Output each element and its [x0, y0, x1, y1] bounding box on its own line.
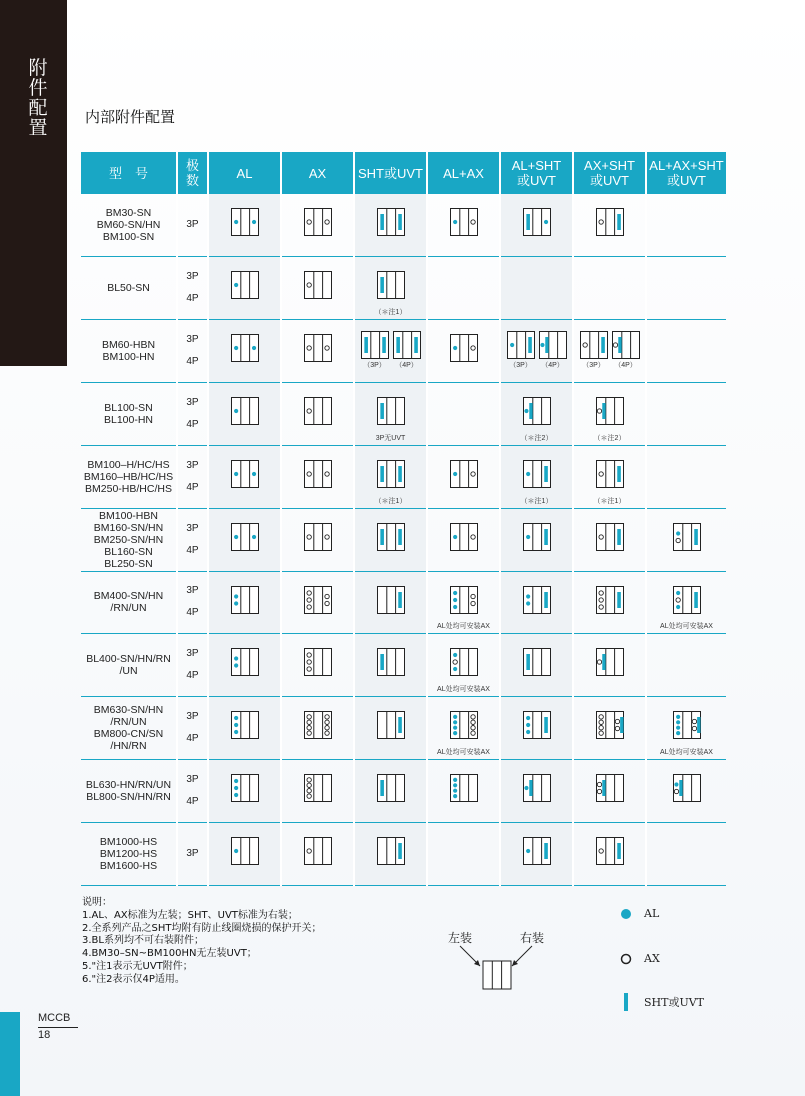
breaker-symbol	[231, 397, 259, 425]
pole-sublabel: （4P）	[541, 362, 564, 369]
table-row	[81, 696, 726, 759]
breaker-symbol	[304, 334, 332, 362]
accessory-cell	[500, 822, 573, 885]
model-cell: BL400-SN/HN/RN /UN	[81, 633, 177, 696]
pole-sublabel: （4P）	[614, 362, 637, 369]
cell-note: AL处均可安装AX	[437, 748, 490, 756]
accessory-cell	[573, 445, 646, 508]
left-mount-label: 左装	[448, 931, 473, 945]
breaker-symbol	[231, 271, 259, 299]
breaker-symbol	[580, 331, 608, 359]
accessory-cell	[208, 571, 281, 633]
breaker-symbol	[304, 460, 332, 488]
accessory-cell	[354, 571, 427, 633]
accessory-cell	[281, 445, 354, 508]
note-line: 4.BM30–SN~BM100HN无左装UVT；	[82, 948, 257, 960]
accessory-cell	[281, 382, 354, 445]
note-line: 2.全系列产品之SHT均附有防止线圈烧损的保护开关；	[82, 922, 322, 934]
breaker-symbol	[523, 774, 551, 802]
accessory-cell	[427, 445, 500, 508]
cell-note: AL处均可安装AX	[660, 748, 713, 756]
cell-note: （＊注2）	[520, 434, 553, 442]
model-cell: BM30-SN BM60-SN/HN BM100-SN	[81, 194, 177, 256]
model-cell: BM100–H/HC/HS BM160–HB/HC/HS BM250-HB/HC/HS	[81, 445, 177, 508]
right-mount-label: 右装	[520, 931, 545, 945]
breaker-symbol	[673, 586, 701, 614]
breaker-symbol	[450, 460, 478, 488]
breaker-symbol	[231, 523, 259, 551]
breaker-symbol	[450, 208, 478, 236]
cell-note: （＊注1）	[593, 497, 626, 505]
breaker-symbol	[377, 774, 405, 802]
model-cell: BL50-SN	[81, 256, 177, 319]
accessory-cell	[500, 696, 573, 759]
breaker-symbol	[304, 648, 332, 676]
accessory-cell	[208, 256, 281, 319]
breaker-symbol	[450, 334, 478, 362]
poles-cell: 3P 4P	[177, 759, 208, 822]
model-cell: BL630-HN/RN/UN BL800-SN/HN/RN	[81, 759, 177, 822]
breaker-symbol	[304, 837, 332, 865]
breaker-symbol	[304, 586, 332, 614]
column-header: 极 数	[177, 152, 208, 194]
accessory-table	[81, 152, 726, 886]
breaker-symbol	[673, 523, 701, 551]
pole-sublabel: （3P）	[582, 362, 605, 369]
accessory-cell	[573, 256, 646, 319]
breaker-symbol	[377, 711, 405, 739]
breaker-symbol	[231, 460, 259, 488]
table-body	[81, 194, 726, 885]
accessory-cell	[354, 319, 427, 382]
breaker-symbol	[377, 397, 405, 425]
accessory-cell	[427, 696, 500, 759]
breaker-symbol	[304, 774, 332, 802]
cell-note: 3P无UVT	[375, 434, 406, 442]
breaker-symbol	[596, 711, 624, 739]
accessory-cell	[646, 822, 726, 885]
model-cell: BM400-SN/HN /RN/UN	[81, 571, 177, 633]
breaker-symbol	[231, 648, 259, 676]
breaker-symbol	[393, 331, 421, 359]
column-header: 型 号	[81, 152, 177, 194]
note-line: 1.AL、AX标准为左装；SHT、UVT标准为右装；	[82, 909, 298, 921]
legend	[620, 905, 750, 1015]
breaker-symbol	[377, 837, 405, 865]
cell-note: （＊注2）	[593, 434, 626, 442]
accessory-cell	[208, 319, 281, 382]
breaker-symbol	[596, 837, 624, 865]
note-line: 5."注1表示无UVT附件；	[82, 960, 193, 972]
table-row	[81, 194, 726, 256]
breaker-symbol	[304, 711, 332, 739]
breaker-symbol	[523, 711, 551, 739]
accessory-cell	[427, 382, 500, 445]
accessory-cell	[500, 571, 573, 633]
breaker-symbol	[596, 523, 624, 551]
breaker-symbol	[377, 271, 405, 299]
accessory-cell	[500, 256, 573, 319]
accessory-cell	[208, 508, 281, 571]
breaker-symbol	[523, 837, 551, 865]
table-row	[81, 822, 726, 885]
poles-cell: 3P 4P	[177, 445, 208, 508]
accessory-cell	[208, 445, 281, 508]
poles-cell: 3P 4P	[177, 508, 208, 571]
accessory-cell	[500, 633, 573, 696]
cell-note: AL处均可安装AX	[437, 685, 490, 693]
pole-sublabel: （3P）	[509, 362, 532, 369]
breaker-symbol	[523, 523, 551, 551]
breaker-symbol	[304, 271, 332, 299]
footer-category: MCCB	[38, 1012, 71, 1024]
accessory-cell	[354, 759, 427, 822]
accessory-cell	[646, 445, 726, 508]
accessory-cell	[427, 633, 500, 696]
poles-cell: 3P	[177, 822, 208, 885]
side-tab	[0, 0, 67, 366]
accessory-cell	[500, 759, 573, 822]
breaker-symbol	[539, 331, 567, 359]
breaker-symbol	[231, 586, 259, 614]
poles-cell: 3P 4P	[177, 696, 208, 759]
column-header: AL+AX	[427, 152, 500, 194]
accessory-cell	[354, 382, 427, 445]
accessory-cell	[573, 633, 646, 696]
column-header: AL+AX+SHT 或UVT	[646, 152, 726, 194]
cell-note: AL处均可安装AX	[660, 622, 713, 630]
accessory-cell	[281, 696, 354, 759]
accessory-cell	[500, 194, 573, 256]
breaker-symbol	[523, 586, 551, 614]
column-header: AX	[281, 152, 354, 194]
cell-note: （＊注1）	[374, 308, 407, 316]
note-line: 说明：	[82, 897, 112, 908]
breaker-symbol	[231, 837, 259, 865]
poles-cell: 3P 4P	[177, 256, 208, 319]
table-header-row	[81, 152, 726, 194]
accessory-cell	[573, 759, 646, 822]
accessory-cell	[281, 194, 354, 256]
accessory-cell	[281, 759, 354, 822]
breaker-symbol	[304, 397, 332, 425]
accessory-cell	[354, 445, 427, 508]
accessory-cell	[646, 319, 726, 382]
table-row	[81, 633, 726, 696]
accessory-cell	[646, 256, 726, 319]
accessory-cell	[427, 822, 500, 885]
accessory-cell	[427, 508, 500, 571]
table-row	[81, 256, 726, 319]
mounting-diagram	[440, 928, 560, 998]
cell-note: （＊注1）	[374, 497, 407, 505]
breaker-symbol	[523, 648, 551, 676]
breaker-symbol	[450, 711, 478, 739]
note-line: 6."注2表示仅4P适用。	[82, 973, 185, 985]
accessory-cell	[281, 633, 354, 696]
accessory-cell	[208, 194, 281, 256]
table-row	[81, 571, 726, 633]
accessory-cell	[354, 194, 427, 256]
breaker-symbol	[377, 460, 405, 488]
cell-note: AL处均可安装AX	[437, 622, 490, 630]
accessory-cell	[354, 822, 427, 885]
breaker-symbol	[596, 460, 624, 488]
pole-sublabel: （3P）	[363, 362, 386, 369]
column-header: AX+SHT 或UVT	[573, 152, 646, 194]
breaker-symbol	[507, 331, 535, 359]
breaker-symbol	[596, 774, 624, 802]
accessory-cell	[281, 508, 354, 571]
breaker-symbol	[304, 523, 332, 551]
accessory-cell	[281, 822, 354, 885]
column-header: AL	[208, 152, 281, 194]
accessory-cell	[354, 256, 427, 319]
legend-label-al: AL	[644, 907, 660, 920]
hollow-circle-icon	[620, 953, 632, 965]
side-tab-title: 附 件 配 置	[28, 57, 48, 139]
accessory-cell	[354, 696, 427, 759]
column-header: SHT或UVT	[354, 152, 427, 194]
accessory-cell	[500, 445, 573, 508]
breaker-symbol	[231, 774, 259, 802]
accessory-cell	[208, 382, 281, 445]
accessory-cell	[646, 382, 726, 445]
breaker-symbol	[523, 397, 551, 425]
breaker-symbol	[231, 334, 259, 362]
table-row	[81, 759, 726, 822]
accessory-cell	[427, 194, 500, 256]
breaker-outline	[483, 961, 511, 989]
breaker-symbol	[450, 774, 478, 802]
accessory-cell	[646, 696, 726, 759]
breaker-symbol	[377, 208, 405, 236]
model-cell: BM100-HBN BM160-SN/HN BM250-SN/HN BL160-SN BL250-SN	[81, 508, 177, 571]
accessory-cell	[208, 696, 281, 759]
accessory-cell	[427, 759, 500, 822]
accessory-cell	[500, 319, 573, 382]
filled-dot-icon	[620, 908, 632, 920]
table-row	[81, 508, 726, 571]
accessory-cell	[573, 571, 646, 633]
accessory-cell	[354, 633, 427, 696]
model-cell: BM1000-HS BM1200-HS BM1600-HS	[81, 822, 177, 885]
accessory-cell	[281, 319, 354, 382]
accessory-cell	[573, 319, 646, 382]
legend-label-ax: AX	[644, 952, 660, 965]
table-row	[81, 382, 726, 445]
poles-cell: 3P 4P	[177, 319, 208, 382]
model-cell: BM630-SN/HN /RN/UN BM800-CN/SN /HN/RN	[81, 696, 177, 759]
breaker-symbol	[231, 711, 259, 739]
model-cell: BL100-SN BL100-HN	[81, 382, 177, 445]
pole-sublabel: （4P）	[395, 362, 418, 369]
page-number: 18	[38, 1027, 78, 1041]
model-cell: BM60-HBN BM100-HN	[81, 319, 177, 382]
accessory-cell	[646, 508, 726, 571]
column-header: AL+SHT 或UVT	[500, 152, 573, 194]
accessory-cell	[573, 382, 646, 445]
breaker-symbol	[673, 774, 701, 802]
note-line: 3.BL系列均不可右装附件；	[82, 935, 204, 947]
accessory-cell	[208, 759, 281, 822]
accessory-cell	[281, 571, 354, 633]
section-title: 内部附件配置	[85, 108, 176, 126]
breaker-symbol	[596, 648, 624, 676]
accessory-cell	[427, 256, 500, 319]
notes-block	[82, 897, 322, 987]
accessory-cell	[646, 194, 726, 256]
accessory-cell	[646, 759, 726, 822]
breaker-symbol	[377, 648, 405, 676]
footer-accent-bar	[0, 1012, 20, 1096]
bar-icon	[620, 993, 632, 1011]
accessory-cell	[573, 696, 646, 759]
breaker-symbol	[304, 208, 332, 236]
breaker-symbol	[361, 331, 389, 359]
accessory-cell	[573, 194, 646, 256]
legend-label-sht: SHT或UVT	[644, 996, 705, 1009]
accessory-cell	[500, 508, 573, 571]
poles-cell: 3P 4P	[177, 382, 208, 445]
cell-note: （＊注1）	[520, 497, 553, 505]
breaker-symbol	[523, 460, 551, 488]
breaker-symbol	[523, 208, 551, 236]
poles-cell: 3P 4P	[177, 571, 208, 633]
breaker-symbol	[377, 586, 405, 614]
table-row	[81, 445, 726, 508]
breaker-symbol	[450, 523, 478, 551]
table-row	[81, 319, 726, 382]
breaker-symbol	[612, 331, 640, 359]
breaker-symbol	[450, 586, 478, 614]
accessory-cell	[281, 256, 354, 319]
accessory-cell	[573, 508, 646, 571]
breaker-symbol	[596, 208, 624, 236]
accessory-cell	[208, 633, 281, 696]
accessory-cell	[354, 508, 427, 571]
accessory-cell	[646, 571, 726, 633]
accessory-cell	[427, 319, 500, 382]
breaker-symbol	[377, 523, 405, 551]
accessory-cell	[208, 822, 281, 885]
poles-cell: 3P	[177, 194, 208, 256]
breaker-symbol	[596, 397, 624, 425]
accessory-cell	[646, 633, 726, 696]
breaker-symbol	[450, 648, 478, 676]
poles-cell: 3P 4P	[177, 633, 208, 696]
breaker-symbol	[231, 208, 259, 236]
accessory-cell	[427, 571, 500, 633]
accessory-cell	[500, 382, 573, 445]
breaker-symbol	[673, 711, 701, 739]
breaker-symbol	[596, 586, 624, 614]
accessory-cell	[573, 822, 646, 885]
